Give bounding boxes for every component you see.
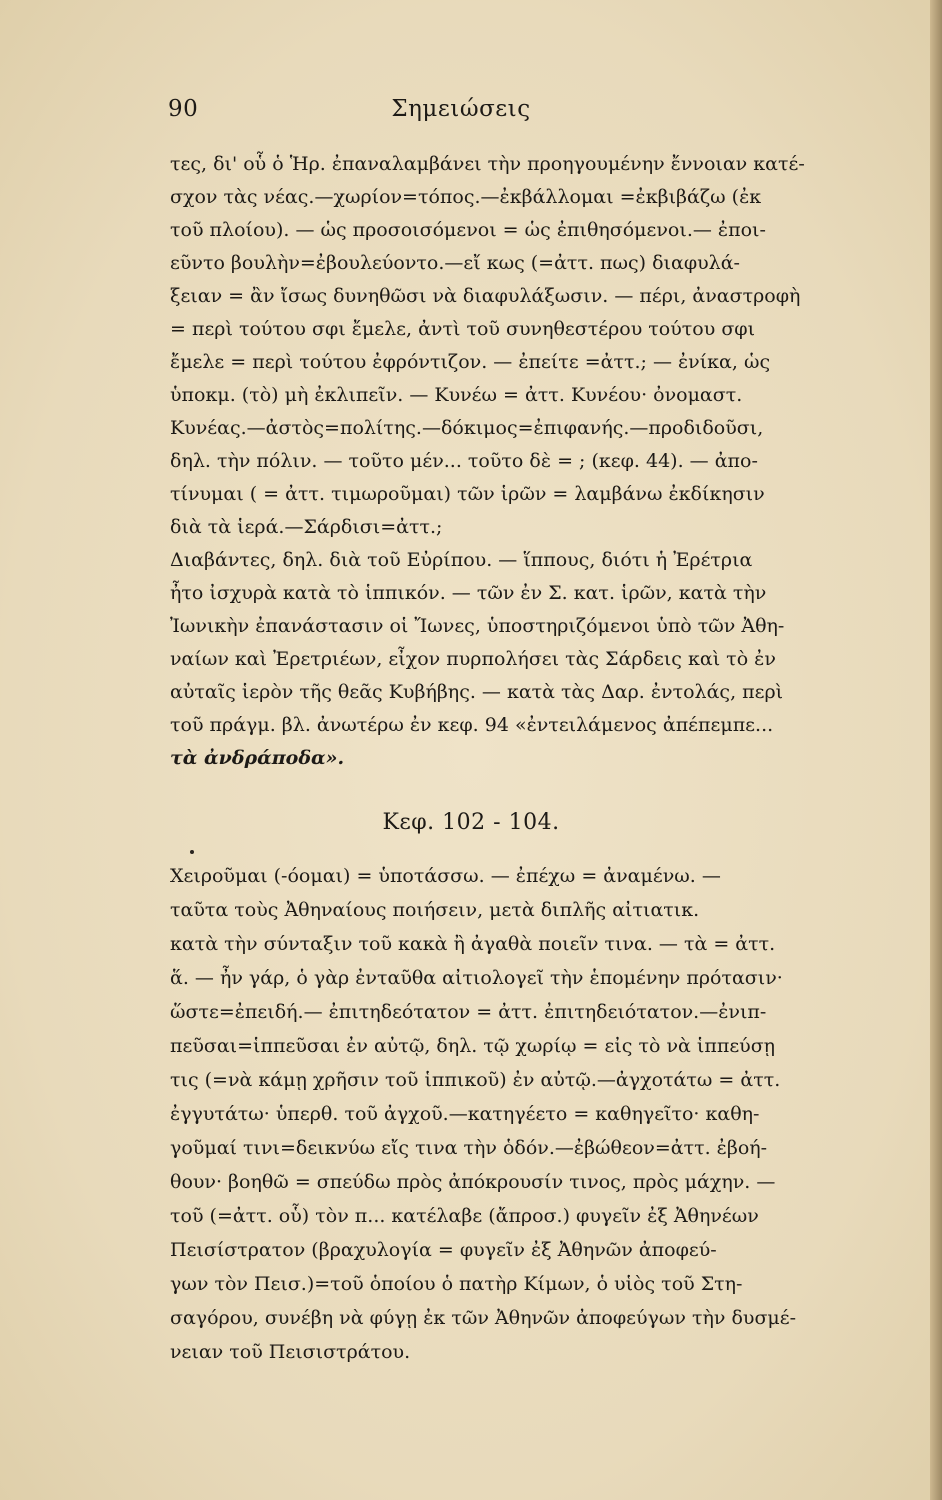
text-line: ξειαν = ἂν ἴσως δυνηθῶσι νὰ διαφυλάξωσιν. — πέρι, ἀναστροφὴ (170, 285, 801, 307)
chapter-heading: Κεφ. 102 - 104. (382, 810, 560, 835)
text-line: σαγόρου, συνέβη νὰ φύγῃ ἐκ τῶν Ἀθηνῶν ἀποφεύγων τὴν δυσμέ- (170, 1307, 797, 1329)
text-line: Ἰωνικὴν ἐπανάστασιν οἱ Ἴωνες, ὑποστηριζόμενοι ὑπὸ τῶν Ἀθη- (170, 615, 785, 637)
text-line: ὑποκμ. (τὸ) μὴ ἐκλιπεῖν. — Κυνέω = ἀττ. Κυνέου· ὀνομαστ. (170, 384, 743, 406)
text-line: ναίων καὶ Ἐρετριέων, εἶχον πυρπολήσει τὰς Σάρδεις καὶ τὸ ἐν (170, 648, 776, 670)
text-line: Χειροῦμαι (-όομαι) = ὑποτάσσω. — ἐπέχω = ἀναμένω. — (170, 865, 721, 887)
text-line: διὰ τὰ ἱερά.—Σάρδισι=ἀττ.; (170, 516, 443, 538)
text-line: τοῦ πλοίου). — ὡς προσοισόμενοι = ὡς ἐπιθησόμενοι.— ἐποι- (170, 219, 766, 241)
text-line: σχον τὰς νέας.—χωρίον=τόπος.—ἐκβάλλομαι =ἐκβιβάζω (ἐκ (170, 186, 762, 208)
running-title: Σημειώσεις (391, 96, 531, 122)
page-header (168, 96, 754, 126)
text-line: γοῦμαί τινι=δεικνύω εἴς τινα τὴν ὁδόν.—ἐβώθεον=ἀττ. ἐβοή- (170, 1137, 768, 1159)
text-line: αὐταῖς ἱερὸν τῆς θεᾶς Κυβήβης. — κατὰ τὰς Δαρ. ἐντολάς, περὶ (170, 681, 784, 703)
text-line: τὰ ἀνδράποδα». (170, 747, 345, 769)
page-number: 90 (168, 96, 199, 122)
page-edge (930, 0, 942, 1500)
text-line: δηλ. τὴν πόλιν. — τοῦτο μέν... τοῦτο δὲ = ; (κεφ. 44). — ἀπο- (170, 450, 758, 472)
text-line: τίνυμαι ( = ἀττ. τιμωροῦμαι) τῶν ἱρῶν = λαμβάνω ἐκδίκησιν (170, 483, 765, 505)
ink-dot (190, 850, 194, 854)
text-line: τοῦ (=ἀττ. οὗ) τὸν π... κατέλαβε (ἄπροσ.) φυγεῖν ἐξ Ἀθηνέων (170, 1205, 759, 1227)
text-line: ἦτο ἰσχυρὰ κατὰ τὸ ἱππικόν. — τῶν ἐν Σ. κατ. ἱρῶν, κατὰ τὴν (170, 582, 767, 604)
text-line: Διαβάντες, δηλ. διὰ τοῦ Εὐρίπου. — ἵππους, διότι ἡ Ἐρέτρια (170, 549, 753, 571)
text-line: Κυνέας.—ἀστὸς=πολίτης.—δόκιμος=ἐπιφανής.—προδιδοῦσι, (170, 417, 764, 439)
text-line: εῦντο βουλὴν=ἐβουλεύοντο.—εἴ κως (=ἀττ. πως) διαφυλά- (170, 252, 740, 274)
text-line: νειαν τοῦ Πεισιστράτου. (170, 1341, 411, 1363)
text-line: τες, δι' οὗ ὁ Ἡρ. ἐπαναλαμβάνει τὴν προηγουμένην ἔννοιαν κατέ- (170, 153, 805, 175)
text-line: τοῦ πράγμ. βλ. ἀνωτέρω ἐν κεφ. 94 «ἐντειλάμενος ἀπέπεμπε... (170, 714, 774, 736)
text-line: ἅ. — ἦν γάρ, ὁ γὰρ ἐνταῦθα αἰτιολογεῖ τὴν ἑπομένην πρότασιν· (170, 967, 783, 989)
text-line: κατὰ τὴν σύνταξιν τοῦ κακὰ ἢ ἀγαθὰ ποιεῖν τινα. — τὰ = ἀττ. (170, 933, 776, 955)
text-line: θουν· βοηθῶ = σπεύδω πρὸς ἀπόκρουσίν τινος, πρὸς μάχην. — (170, 1171, 776, 1193)
text-line: ὥστε=ἐπειδή.— ἐπιτηδεότατον = ἀττ. ἐπιτηδειότατον.—ἐνιπ- (170, 1001, 767, 1023)
text-line: ἔμελε = περὶ τούτου ἐφρόντιζον. — ἐπείτε =ἀττ.; — ἐνίκα, ὡς (170, 351, 771, 373)
text-line: ταῦτα τοὺς Ἀθηναίους ποιήσειν, μετὰ διπλῆς αἰτιατικ. (170, 899, 700, 921)
text-line: Πεισίστρατον (βραχυλογία = φυγεῖν ἐξ Ἀθηνῶν ἀποφεύ- (170, 1239, 717, 1261)
text-line: ἐγγυτάτω· ὑπερθ. τοῦ ἀγχοῦ.—κατηγέετο = καθηγεῖτο· καθη- (170, 1103, 760, 1125)
text-line: πεῦσαι=ἱππεῦσαι ἐν αὐτῷ, δηλ. τῷ χωρίῳ = εἰς τὸ νὰ ἱππεύσῃ (170, 1035, 776, 1057)
text-line: γων τὸν Πεισ.)=τοῦ ὁποίου ὁ πατὴρ Κίμων, ὁ υἱὸς τοῦ Στη- (170, 1273, 743, 1295)
text-line: = περὶ τούτου σφι ἔμελε, ἀντὶ τοῦ συνηθεστέρου τούτου σφι (170, 318, 756, 340)
text-line: τις (=νὰ κάμῃ χρῆσιν τοῦ ἱππικοῦ) ἐν αὐτῷ.—ἀγχοτάτω = ἀττ. (170, 1069, 781, 1091)
